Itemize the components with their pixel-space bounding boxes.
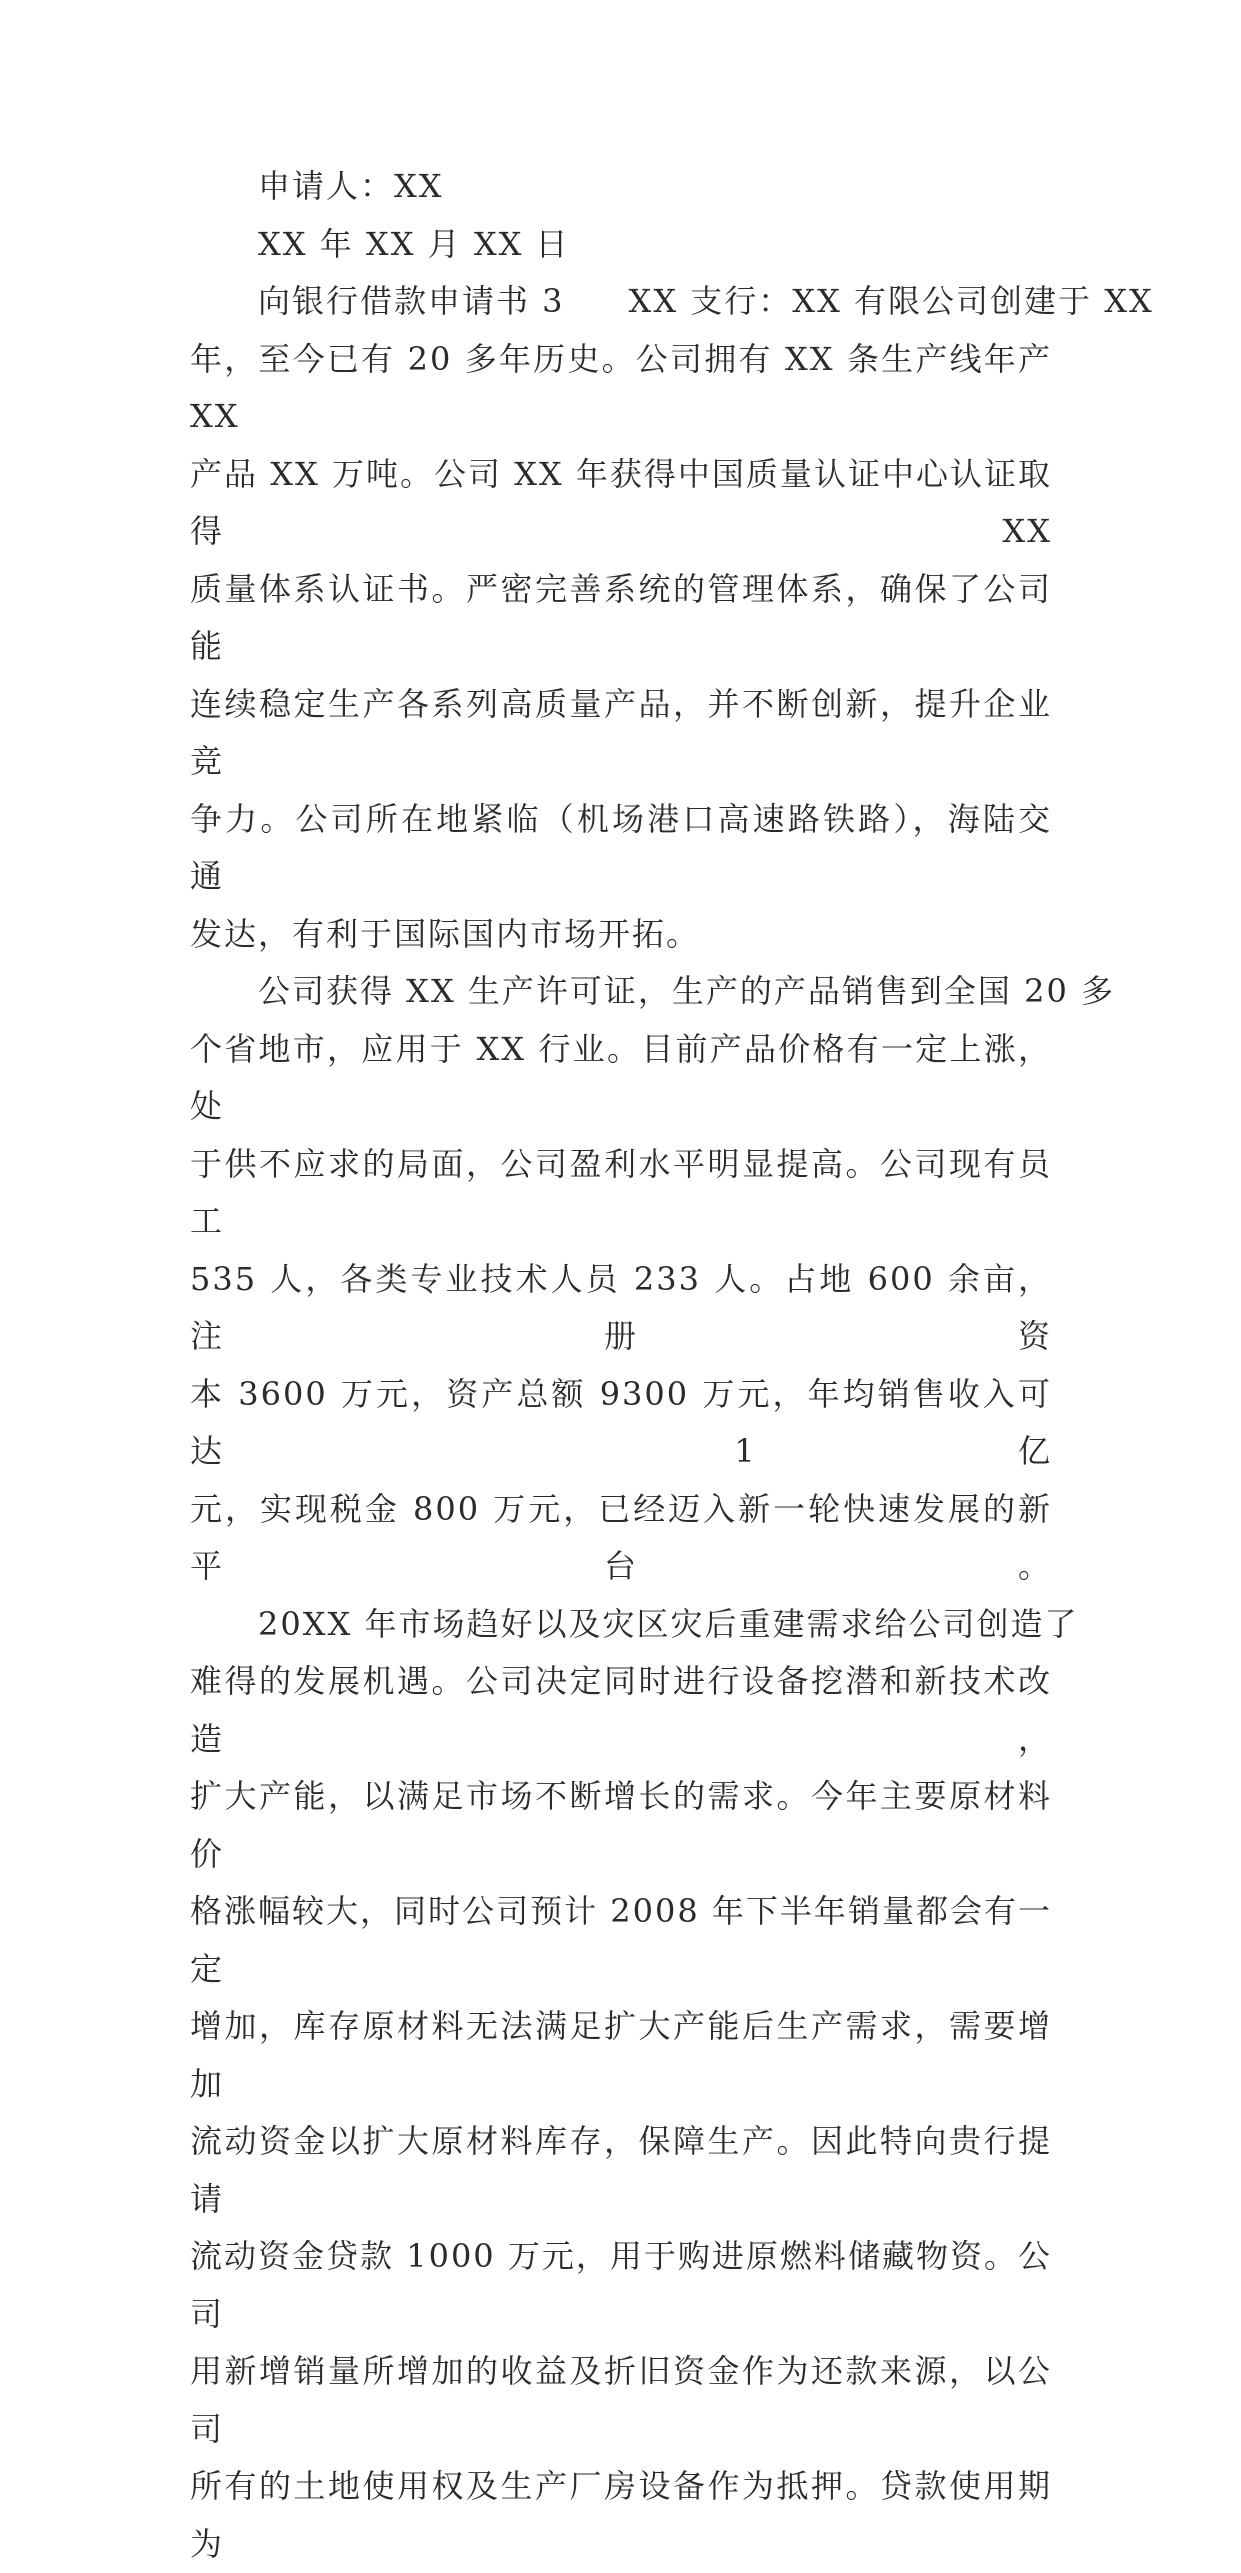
paragraph-3-line: 所有的土地使用权及生产厂房设备作为抵押。贷款使用期为 [190, 2467, 1052, 2563]
paragraph-1-line: 争力。公司所在地紧临（机场港口高速路铁路），海陆交通 [190, 799, 1052, 895]
paragraph-2-line: 元，实现税金 800 万元，已经迈入新一轮快速发展的新平台。 [190, 1489, 1052, 1585]
paragraph-1-line: 年，至今已有 20 多年历史。公司拥有 XX 条生产线年产 XX [190, 339, 1052, 435]
paragraph-2-line: 于供不应求的局面，公司盈利水平明显提高。公司现有员工 [190, 1144, 1052, 1240]
date-line: XX 年 XX 月 XX 日 [258, 224, 570, 263]
paragraph-1-line: 连续稳定生产各系列高质量产品，并不断创新，提升企业竞 [190, 684, 1052, 780]
paragraph-3-line: 扩大产能，以满足市场不断增长的需求。今年主要原材料价 [190, 1777, 1052, 1873]
paragraph-1-line: 发达，有利于国际国内市场开拓。 [190, 914, 701, 953]
paragraph-3-line: 格涨幅较大，同时公司预计 2008 年下半年销量都会有一定 [190, 1892, 1052, 1988]
paragraph-1-line: 产品 XX 万吨。公司 XX 年获得中国质量认证中心认证取得 XX [190, 454, 1052, 550]
paragraph-3-line: 难得的发展机遇。公司决定同时进行设备挖潜和新技术改造， [190, 1662, 1052, 1758]
paragraph-3-line: 20XX 年市场趋好以及灾区灾后重建需求给公司创造了 [258, 1604, 1079, 1643]
paragraph-2-line: 本 3600 万元，资产总额 9300 万元，年均销售收入可达 1 亿 [190, 1374, 1052, 1470]
applicant-line: 申请人：XX [258, 167, 444, 205]
letter-title: 向银行借款申请书 3 [258, 282, 565, 320]
paragraph-1-line: 质量体系认证书。严密完善系统的管理体系，确保了公司能 [190, 569, 1052, 665]
paragraph-3-line: 增加，库存原材料无法满足扩大产能后生产需求，需要增加 [190, 2007, 1052, 2103]
paragraph-3-line: 流动资金贷款 1000 万元，用于购进原燃料储藏物资。公司 [190, 2237, 1052, 2333]
paragraph-2-line: 公司获得 XX 生产许可证，生产的产品销售到全国 20 多 [258, 972, 1115, 1010]
paragraph-3-line: 用新增销量所增加的收益及折旧资金作为还款来源，以公司 [190, 2352, 1052, 2448]
paragraph-1-text: XX 支行：XX 有限公司创建于 XX [628, 282, 1154, 320]
paragraph-2-line: 个省地市，应用于 XX 行业。目前产品价格有一定上涨，处 [190, 1029, 1052, 1125]
paragraph-1-line-1 [190, 273, 1154, 331]
paragraph-2-line: 535 人，各类专业技术人员 233 人。占地 600 余亩，注册资 [190, 1259, 1052, 1355]
paragraph-3-line: 流动资金以扩大原材料库存，保障生产。因此特向贵行提请 [190, 2122, 1052, 2218]
document-body [190, 158, 1154, 2573]
